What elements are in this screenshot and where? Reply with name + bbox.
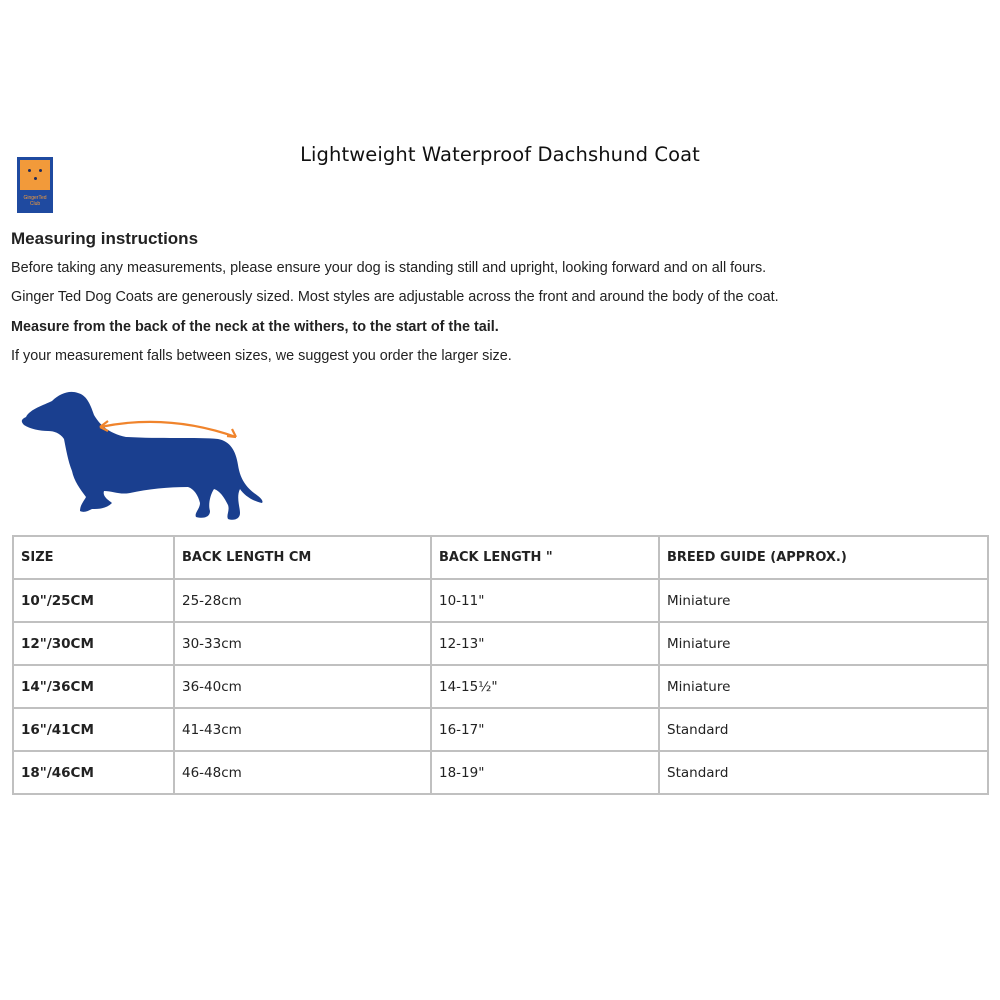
- instruction-paragraph: Before taking any measurements, please ensure your dog is standing still and upright, looking forward and on all fours.: [11, 260, 767, 276]
- cell-back-length-cm: 41-43cm: [174, 708, 431, 751]
- cell-size: 16"/41CM: [13, 708, 174, 751]
- dog-face-icon: [20, 160, 50, 190]
- cell-size: 12"/30CM: [13, 622, 174, 665]
- table-row: [13, 708, 988, 751]
- cell-back-length-cm: 25-28cm: [174, 579, 431, 622]
- cell-breed-guide: Miniature: [659, 665, 988, 708]
- dachshund-measure-icon: [8, 385, 273, 525]
- cell-breed-guide: Miniature: [659, 622, 988, 665]
- size-guide-table: [12, 535, 989, 795]
- measuring-instructions-heading: Measuring instructions: [11, 229, 199, 248]
- cell-breed-guide: Standard: [659, 751, 988, 794]
- cell-back-length-cm: 30-33cm: [174, 622, 431, 665]
- table-row: [13, 751, 988, 794]
- header-back-length-cm: BACK LENGTH CM: [174, 536, 431, 579]
- cell-back-length-inches: 18-19": [431, 751, 659, 794]
- cell-size: 18"/46CM: [13, 751, 174, 794]
- cell-back-length-inches: 14-15½": [431, 665, 659, 708]
- cell-back-length-inches: 10-11": [431, 579, 659, 622]
- brand-logo-icon: [17, 157, 53, 213]
- cell-size: 10"/25CM: [13, 579, 174, 622]
- instruction-paragraph: Measure from the back of the neck at the withers, to the start of the tail.: [11, 319, 499, 335]
- cell-back-length-inches: 12-13": [431, 622, 659, 665]
- cell-back-length-inches: 16-17": [431, 708, 659, 751]
- header-back-length-inches: BACK LENGTH ": [431, 536, 659, 579]
- cell-back-length-cm: 36-40cm: [174, 665, 431, 708]
- cell-breed-guide: Miniature: [659, 579, 988, 622]
- table-row: [13, 579, 988, 622]
- cell-size: 14"/36CM: [13, 665, 174, 708]
- instruction-paragraph: Ginger Ted Dog Coats are generously sized. Most styles are adjustable across the front and around the body of the coat.: [11, 289, 779, 305]
- header-size: SIZE: [13, 536, 174, 579]
- cell-back-length-cm: 46-48cm: [174, 751, 431, 794]
- page-title: Lightweight Waterproof Dachshund Coat: [300, 143, 700, 166]
- table-row: [13, 622, 988, 665]
- table-row: [13, 665, 988, 708]
- header-breed-guide: BREED GUIDE (APPROX.): [659, 536, 988, 579]
- table-header-row: [13, 536, 988, 579]
- instruction-paragraph: If your measurement falls between sizes, we suggest you order the larger size.: [11, 348, 512, 364]
- logo-text: GingerTed Club: [23, 195, 47, 207]
- cell-breed-guide: Standard: [659, 708, 988, 751]
